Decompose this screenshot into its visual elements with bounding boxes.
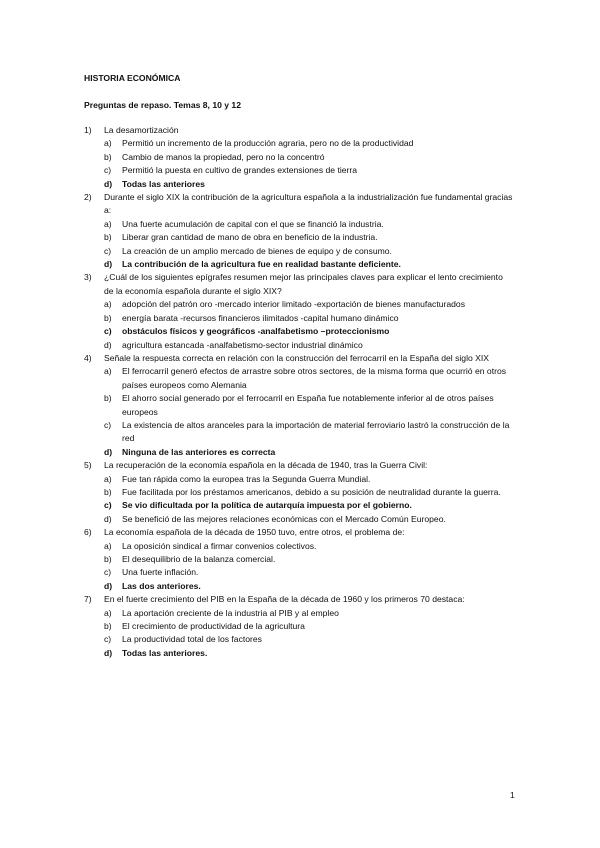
page-number: 1 <box>510 790 515 800</box>
option-text: La existencia de altos aranceles para la importación de material ferroviario lastró la construcción de la red <box>122 419 510 444</box>
option-letter: a) <box>104 540 112 551</box>
answer-option <box>104 513 514 526</box>
answer-option <box>104 446 514 459</box>
option-text: La contribución de la agricultura fue en realidad bastante deficiente. <box>122 259 401 270</box>
answer-option <box>104 231 514 244</box>
answer-option <box>104 325 514 338</box>
answer-option <box>104 392 514 419</box>
answer-option <box>104 339 514 352</box>
document-title: HISTORIA ECONÓMICA <box>84 73 181 83</box>
question-item <box>84 271 514 351</box>
option-text: La oposición sindical a firmar convenios colectivos. <box>122 540 317 551</box>
question-text: La desamortización <box>104 125 179 135</box>
option-text: Todas las anteriores. <box>122 647 208 658</box>
option-letter: a) <box>104 607 112 618</box>
answer-option <box>104 499 514 512</box>
option-text: La creación de un amplio mercado de bienes de equipo y de consumo. <box>122 245 392 256</box>
question-row <box>84 271 514 298</box>
option-letter: d) <box>104 339 112 350</box>
answer-option <box>104 245 514 258</box>
answer-option <box>104 137 514 150</box>
answer-option <box>104 566 514 579</box>
answer-option <box>104 607 514 620</box>
option-text: Una fuerte acumulación de capital con el que se financió la industria. <box>122 218 384 229</box>
question-list <box>84 124 514 660</box>
option-letter: d) <box>104 446 113 457</box>
option-text: El desequilibrio de la balanza comercial. <box>122 554 276 564</box>
question-text: La economía española de la década de 1950 tuvo, entre otros, el problema de: <box>104 527 405 538</box>
question-text: La recuperación de la economía española en la década de 1940, tras la Guerra Civil: <box>104 460 428 471</box>
answer-option <box>104 486 514 499</box>
answer-option <box>104 419 514 446</box>
question-row <box>84 124 514 137</box>
option-letter: a) <box>104 473 112 484</box>
option-text: La aportación creciente de la industria al PIB y al empleo <box>122 607 339 618</box>
option-text: Todas las anteriores <box>122 178 205 189</box>
option-text: Ninguna de las anteriores es correcta <box>122 446 276 457</box>
question-text: Durante el siglo XIX la contribución de la agricultura española a la industrialización fue fundamental gracias a: <box>104 192 513 216</box>
option-letter: c) <box>104 500 112 511</box>
option-letter: c) <box>104 567 112 578</box>
option-text: Cambio de manos la propiedad, pero no la concentró <box>122 151 325 162</box>
answer-option <box>104 365 514 392</box>
question-number: 2) <box>84 192 92 203</box>
question-item <box>84 352 514 459</box>
question-text: ¿Cuál de los siguientes epígrafes resumen mejor las principales claves para explicar el lento crecimiento de la economía española durante el siglo XIX? <box>104 272 503 296</box>
question-item <box>84 526 514 593</box>
answer-option <box>104 580 514 593</box>
option-text: Liberar gran cantidad de mano de obra en beneficio de la industria. <box>122 232 378 243</box>
option-letter: a) <box>104 299 112 310</box>
option-letter: a) <box>104 138 112 149</box>
option-letter: b) <box>104 621 112 632</box>
option-letter: b) <box>104 312 112 323</box>
answer-option <box>104 178 514 191</box>
question-row <box>84 593 514 606</box>
question-text: En el fuerte crecimiento del PIB en la España de la década de 1960 y los primeros 70 destaca: <box>104 594 465 605</box>
option-text: Fue tan rápida como la europea tras la Segunda Guerra Mundial. <box>122 473 371 484</box>
option-text: obstáculos físicos y geográficos -analfabetismo –proteccionismo <box>122 326 390 337</box>
option-text: La productividad total de los factores <box>122 634 262 645</box>
question-row <box>84 526 514 539</box>
option-text: Una fuerte inflación. <box>122 567 199 578</box>
question-row <box>84 191 514 218</box>
answer-option <box>104 164 514 177</box>
answer-option <box>104 620 514 633</box>
option-text: Se vio dificultada por la política de autarquía impuesta por el gobierno. <box>122 500 412 511</box>
question-item <box>84 191 514 271</box>
option-text: Permitió un incremento de la producción agraria, pero no de la productividad <box>122 138 414 149</box>
option-text: agricultura estancada -analfabetismo-sector industrial dinámico <box>122 339 363 350</box>
answer-option <box>104 553 514 566</box>
document-subtitle: Preguntas de repaso. Temas 8, 10 y 12 <box>84 100 241 110</box>
option-letter: c) <box>104 634 112 645</box>
option-text: Se benefició de las mejores relaciones económicas con el Mercado Común Europeo. <box>122 513 446 524</box>
option-letter: c) <box>104 326 112 337</box>
question-row <box>84 352 514 365</box>
option-letter: b) <box>104 393 112 404</box>
option-letter: b) <box>104 486 112 497</box>
option-letter: b) <box>104 151 112 162</box>
option-letter: a) <box>104 366 112 377</box>
answer-option <box>104 151 514 164</box>
answer-option <box>104 647 514 660</box>
option-text: Permitió la puesta en cultivo de grandes extensiones de tierra <box>122 165 358 176</box>
option-text: energía barata -recursos financieros ilimitados -capital humano dinámico <box>122 312 399 323</box>
answer-option <box>104 258 514 271</box>
question-number: 3) <box>84 272 92 283</box>
question-text: Señale la respuesta correcta en relación con la construcción del ferrocarril en la España del siglo XIX <box>104 352 490 363</box>
option-letter: a) <box>104 218 112 229</box>
answer-option <box>104 473 514 486</box>
option-letter: c) <box>104 245 112 256</box>
option-text: Fue facilitada por los préstamos americanos, debido a su posición de neutralidad durante la guerra. <box>122 486 501 497</box>
answer-option <box>104 540 514 553</box>
option-text: adopción del patrón oro -mercado interior limitado -exportación de bienes manufacturados <box>122 299 465 310</box>
option-letter: d) <box>104 513 112 524</box>
question-number: 1) <box>84 125 92 135</box>
option-letter: d) <box>104 647 113 658</box>
answer-option <box>104 312 514 325</box>
question-number: 5) <box>84 460 92 471</box>
question-row <box>84 459 514 472</box>
question-number: 7) <box>84 594 92 605</box>
option-text: El crecimiento de productividad de la agricultura <box>122 621 305 632</box>
option-letter: b) <box>104 554 112 564</box>
question-item <box>84 459 514 526</box>
question-item <box>84 124 514 191</box>
option-text: Las dos anteriores. <box>122 580 201 591</box>
question-item <box>84 593 514 660</box>
question-number: 4) <box>84 352 92 363</box>
option-text: El ferrocarril generó efectos de arrastre sobre otros sectores, de la misma forma que ocurrió en otros países europeos como Alemania <box>122 366 507 390</box>
answer-option <box>104 633 514 646</box>
option-letter: d) <box>104 580 113 591</box>
answer-option <box>104 298 514 311</box>
option-text: El ahorro social generado por el ferrocarril en España fue notablemente inferior al de otros países europeos <box>122 393 494 417</box>
option-letter: d) <box>104 178 113 189</box>
option-letter: b) <box>104 232 112 243</box>
option-letter: d) <box>104 259 113 270</box>
option-letter: c) <box>104 165 112 176</box>
answer-option <box>104 218 514 231</box>
question-number: 6) <box>84 527 92 538</box>
option-letter: c) <box>104 419 112 430</box>
